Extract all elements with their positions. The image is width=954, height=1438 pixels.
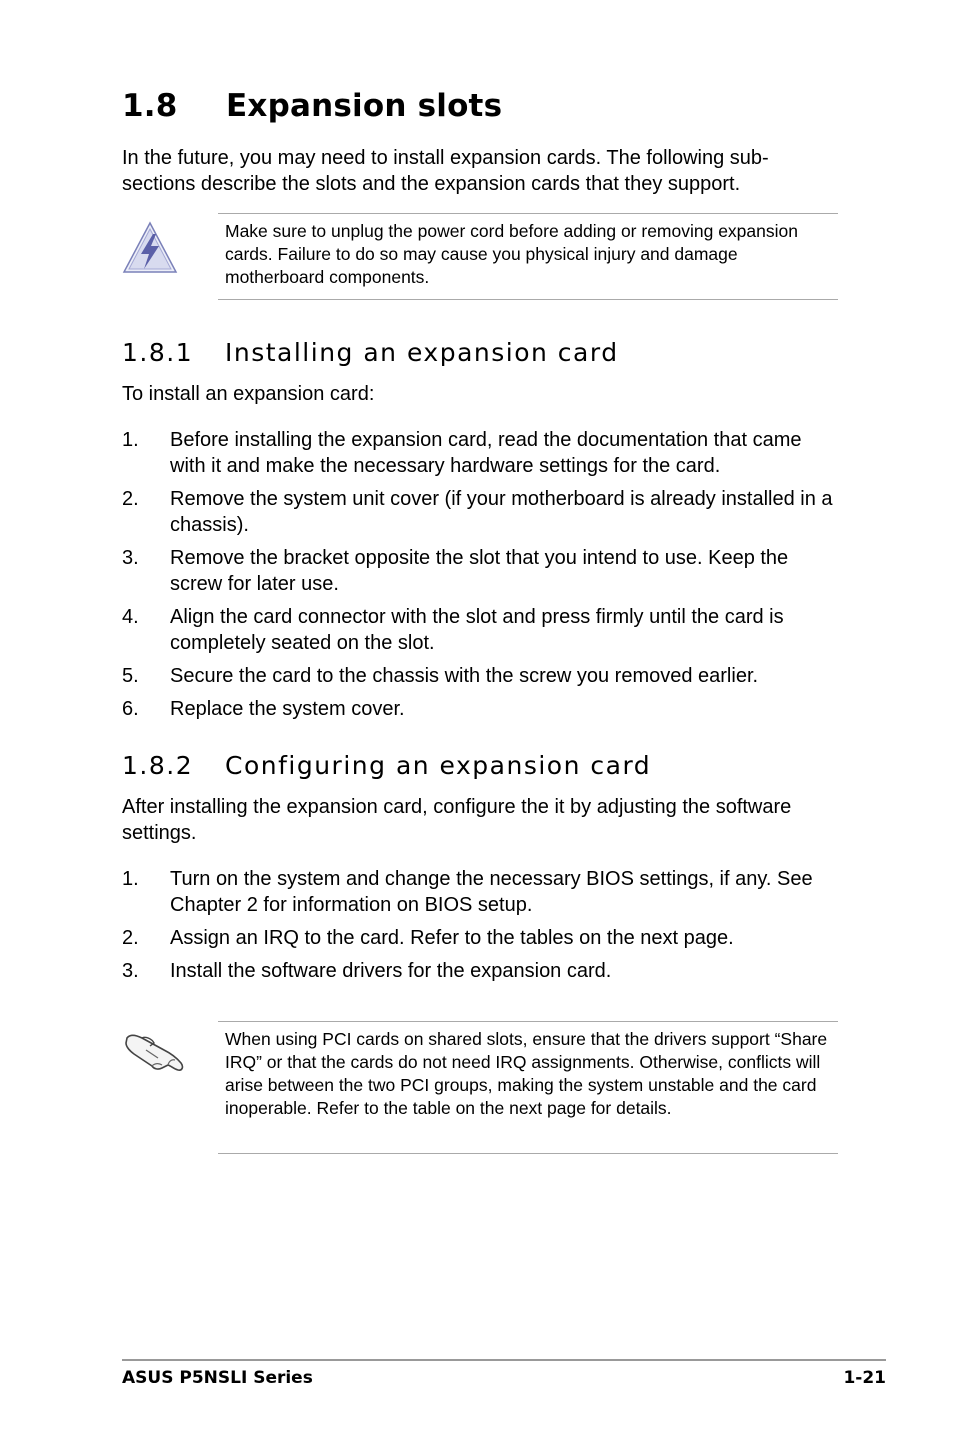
configure-steps	[122, 866, 842, 991]
page-number: 1-21	[843, 1368, 886, 1388]
step-number: 1.	[122, 868, 139, 890]
subsection-title-configuring	[122, 751, 651, 780]
step-text: Install the software drivers for the expansion card.	[170, 960, 612, 982]
install-steps	[122, 427, 842, 729]
step-text: Turn on the system and change the necessary BIOS settings, if any. See Chapter 2 for information on BIOS setup.	[170, 868, 813, 916]
step-text: Before installing the expansion card, read the documentation that came with it and make the necessary hardware settings for the card.	[170, 429, 802, 477]
step-number: 3.	[122, 547, 139, 569]
list-item	[122, 925, 842, 951]
subsection-title-text: Configuring an expansion card	[225, 751, 652, 780]
note-top-rule	[218, 1021, 838, 1022]
step-number: 4.	[122, 606, 139, 628]
section-title	[122, 88, 502, 124]
install-lead: To install an expansion card:	[122, 383, 375, 405]
subsection-title-text: Installing an expansion card	[225, 338, 619, 367]
footer-rule	[122, 1359, 886, 1361]
warning-bottom-rule	[218, 299, 838, 300]
section-title-text: Expansion slots	[226, 88, 503, 124]
step-number: 2.	[122, 927, 139, 949]
warning-top-rule	[218, 213, 838, 214]
list-item	[122, 696, 842, 722]
list-item	[122, 663, 842, 689]
section-number: 1.8	[122, 88, 178, 124]
subsection-title-installing	[122, 338, 619, 367]
step-text: Replace the system cover.	[170, 698, 405, 720]
list-item	[122, 486, 842, 538]
note-text: When using PCI cards on shared slots, ensure that the drivers support “Share IRQ” or that the cards do not need IRQ assignments. Otherwise, conflicts will arise between the two PCI groups, making the system unstable and the card inoperable. Refer to the table on the next page for details.	[225, 1029, 828, 1118]
list-item	[122, 545, 842, 597]
subsection-number: 1.8.1	[122, 338, 194, 367]
pointing-hand-icon	[124, 1030, 186, 1079]
step-number: 1.	[122, 429, 139, 451]
list-item	[122, 427, 842, 479]
list-item	[122, 958, 842, 984]
configure-lead: After installing the expansion card, configure the it by adjusting the software settings.	[122, 796, 792, 844]
intro-paragraph: In the future, you may need to install expansion cards. The following sub-sections describe the slots and the expansion cards that they support.	[122, 147, 769, 195]
step-text: Align the card connector with the slot and press firmly until the card is completely seated on the slot.	[170, 606, 784, 654]
step-number: 2.	[122, 488, 139, 510]
step-text: Remove the bracket opposite the slot that you intend to use. Keep the screw for later use.	[170, 547, 789, 595]
subsection-number: 1.8.2	[122, 751, 194, 780]
warning-text: Make sure to unplug the power cord before adding or removing expansion cards. Failure to do so may cause you physical injury and damage motherboard components.	[225, 221, 798, 287]
step-text: Remove the system unit cover (if your motherboard is already installed in a chassis).	[170, 488, 833, 536]
note-bottom-rule	[218, 1153, 838, 1154]
step-text: Secure the card to the chassis with the screw you removed earlier.	[170, 665, 759, 687]
step-text: Assign an IRQ to the card. Refer to the tables on the next page.	[170, 927, 734, 949]
footer-product: ASUS P5NSLI Series	[122, 1368, 313, 1388]
step-number: 3.	[122, 960, 139, 982]
step-number: 6.	[122, 698, 139, 720]
step-number: 5.	[122, 665, 139, 687]
list-item	[122, 866, 842, 918]
list-item	[122, 604, 842, 656]
warning-icon	[122, 220, 178, 281]
